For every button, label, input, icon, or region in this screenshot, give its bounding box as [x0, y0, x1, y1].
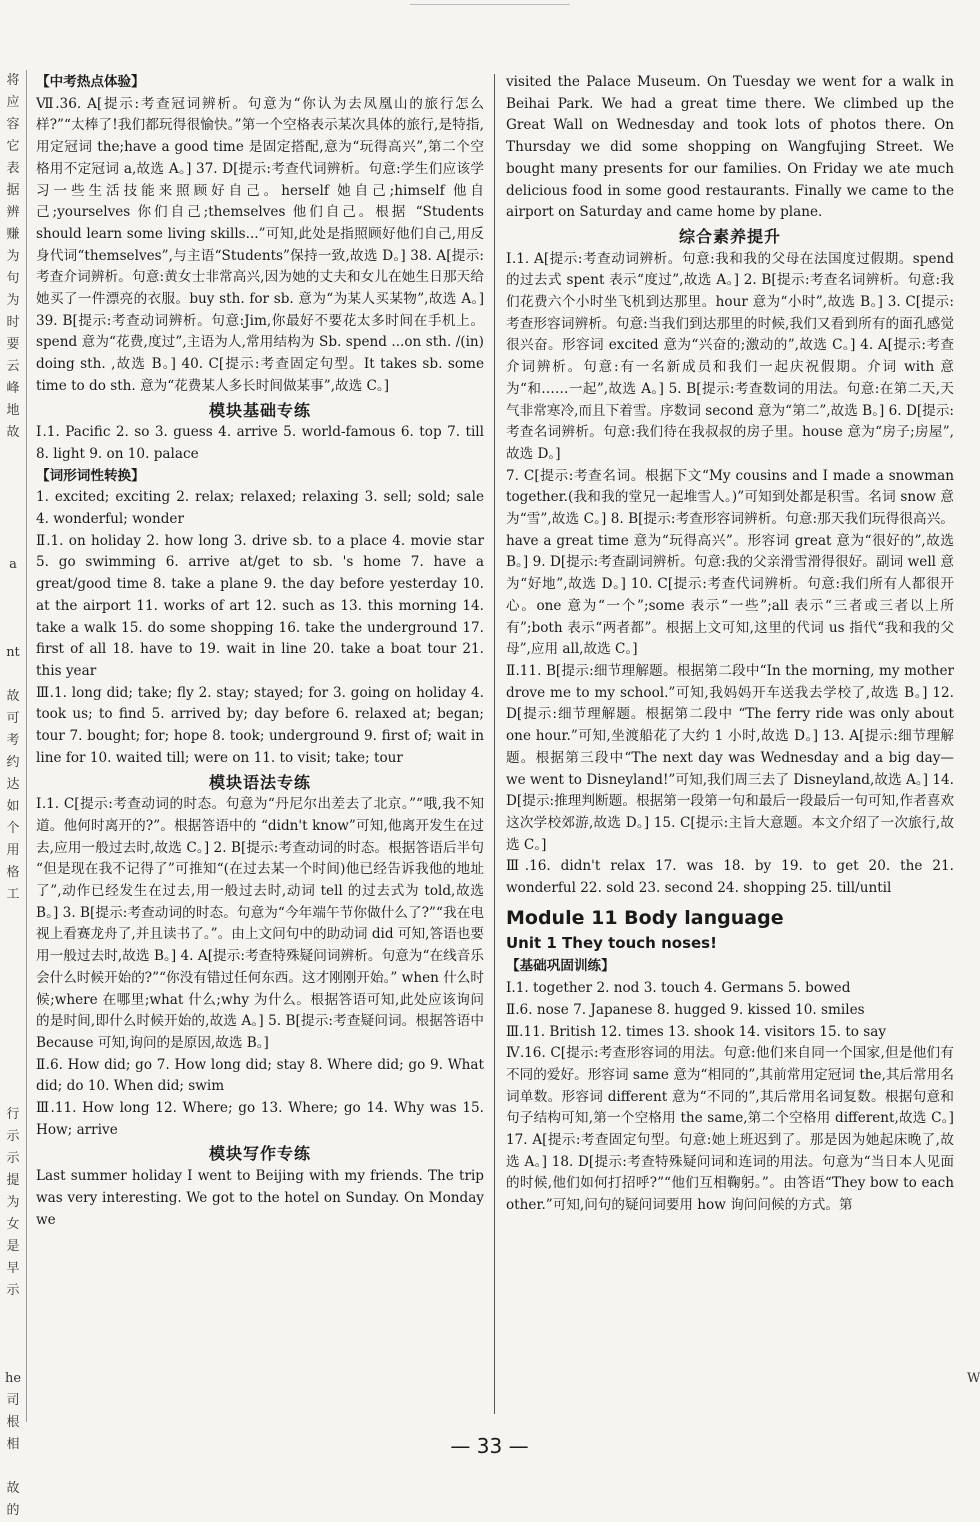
right-bleed-glyph: [967, 1016, 979, 1038]
left-bleed-glyph: 云: [6, 359, 20, 374]
right-bleed-glyph: [967, 972, 979, 994]
right-bleed-glyph: [967, 488, 979, 510]
right-bleed-glyph: [967, 356, 979, 378]
right-bleed-glyph: [967, 774, 979, 796]
left-bleed-glyph: 达: [6, 777, 20, 792]
right-bleed-glyph: [967, 554, 979, 576]
left-bleed-glyph: 表: [6, 161, 20, 176]
right-bleed-glyph: [967, 796, 979, 818]
right-bleed-glyph: [967, 1148, 979, 1170]
left-bleed-glyph: 故: [6, 1481, 20, 1496]
right-bleed-glyph: [967, 1258, 979, 1280]
left-bleed-glyph: 相: [6, 1437, 20, 1452]
left-bleed-glyph: [0, 1038, 26, 1060]
right-bleed-glyph: [967, 268, 979, 290]
section-writing-title: 模块写作专练: [208, 1144, 311, 1164]
module-title: Module 11 Body language: [506, 906, 784, 929]
left-bleed-glyph: 约: [6, 755, 20, 770]
right-bleed-glyph: [967, 664, 979, 686]
left-margin-bleed: [0, 70, 27, 1518]
consolidate-answers-3: Ⅲ.11. British 12. times 13. shook 14. visitors 15. to say: [506, 1023, 887, 1040]
left-bleed-glyph: [0, 620, 26, 642]
left-bleed-glyph: [0, 510, 26, 532]
left-bleed-glyph: 为: [6, 1195, 20, 1210]
left-bleed-glyph: 根: [6, 1415, 20, 1430]
left-bleed-glyph: a: [9, 557, 17, 572]
left-bleed-glyph: 故: [6, 689, 20, 704]
left-bleed-glyph: 的: [6, 1503, 20, 1518]
section-grammar-title: 模块语法专练: [208, 772, 311, 792]
left-bleed-glyph: [0, 1456, 26, 1478]
consolidate-answers-4: Ⅳ.16. C[提示:考查形容词的用法。句意:他们来自同一个国家,但是他们有不同的爱好。形容词 same 意为“相同的”,其前常用定冠词 the,其后常用名词单数。形容词 different 意为“不同的”,其后常用名词复数。根据句意和句子结构可知,第一个空格用 the same,第二个空格用 different,故选 C。] 17. A[提示:考查固定句型。句意:她上班迟到了。那是因为她起床晚了,故选 A。] 18. D[提示:考查特殊疑问词和连词的用法。句意为“当日本人见面的时候,他们如何打招呼?”“他们互相鞠躬。”。由答语“They bow to each other.”可知,问句的疑问词要用 how 询问问候的方式。第: [506, 1045, 954, 1214]
left-bleed-glyph: 女: [6, 1217, 20, 1232]
left-bleed-glyph: 可: [6, 711, 20, 726]
left-bleed-glyph: [0, 1302, 26, 1324]
top-binding-mark: [410, 4, 570, 5]
right-bleed-glyph: [967, 1126, 979, 1148]
left-bleed-glyph: 将: [6, 73, 20, 88]
left-bleed-glyph: 行: [6, 1107, 20, 1122]
left-bleed-glyph: [0, 994, 26, 1016]
left-bleed-glyph: [0, 488, 26, 510]
left-bleed-glyph: 赚: [6, 227, 20, 242]
right-bleed-glyph: [967, 1302, 979, 1324]
left-bleed-glyph: 用: [6, 843, 20, 858]
left-bleed-glyph: 如: [6, 799, 20, 814]
writing-sample-start: Last summer holiday I went to Beijing with my friends. The trip was very interesting. We got to the hotel on Sunday. On Monday we: [36, 1168, 484, 1228]
consolidate-answers-2: Ⅱ.6. nose 7. Japanese 8. hugged 9. kissed 10. smiles: [506, 1001, 865, 1018]
left-bleed-glyph: 考: [6, 733, 20, 748]
left-bleed-glyph: [0, 972, 26, 994]
comprehensive-answers-2: 7. C[提示:考查名词。根据下文“My cousins and I made a snowman together.(我和我的堂兄一起堆雪人。)”可知到处都是积雪。名词 snow 意为“雪”,故选 C。] 8. B[提示:考查形容词辨析。句意:那天我们玩得很高兴。have a great time 意为“玩得高兴”。形容词 great 意为“很好的”,故选 B。] 9. D[提示:考查副词辨析。句意:我的父亲滑雪滑得很好。副词 well 意为“好地”,故选 D。] 10. C[提示:考查代词辨析。句意:我们所有人都很开心。one 意为“一个”;some 表示“一些”;all 表示“三者或三者以上所有”;both 表示“两者都”。根据上文可知,这里的代词 us 指代“我和我的父母”,应用 all,故选 C。]: [506, 467, 954, 658]
left-bleed-glyph: nt: [6, 645, 20, 660]
consolidate-answers-1: Ⅰ.1. together 2. nod 3. touch 4. Germans 5. bowed: [506, 980, 851, 997]
right-bleed-glyph: [967, 334, 979, 356]
grammar-answers-2: Ⅱ.6. How did; go 7. How long did; stay 8. Where did; go 9. What did; do 10. When did; swim: [36, 1056, 484, 1095]
right-bleed-glyph: [967, 906, 979, 928]
left-bleed-glyph: [0, 1346, 26, 1368]
right-bleed-glyph: [967, 598, 979, 620]
basic-answers-1: Ⅰ.1. Pacific 2. so 3. guess 4. arrive 5. world-famous 6. top 7. till 8. light 9. on 10. palace: [36, 424, 484, 462]
right-bleed-glyph: [967, 752, 979, 774]
right-bleed-glyph: [967, 466, 979, 488]
left-bleed-glyph: 为: [6, 293, 20, 308]
right-bleed-glyph: [967, 1236, 979, 1258]
right-bleed-glyph: [967, 928, 979, 950]
left-bleed-glyph: 辨: [6, 205, 20, 220]
right-bleed-glyph: [967, 884, 979, 906]
exam-answers: Ⅶ.36. A[提示:考查冠词辨析。句意为“你认为去凤凰山的旅行怎么样?”“太棒了!我们都玩得很愉快。”第一个空格表示某次具体的旅行,是特指,用定冠词 the;have a good time 是固定搭配,意为“玩得高兴”,第二个空格用不定冠词 a,故选 A。] 37. D[提示:考查代词辨析。句意:学生们应该学习一些生活技能来照顾好自己。herself 她自己;himself 他自己;yourselves 你们自己;themselves 他们自己。根据 “Students should learn some living skills...”可知,此处是指照顾好他们自己,用反身代词“themselves”,与主语“Students”保持一致,故选 D。] 38. A[提示:考查介词辨析。句意:黄女士非常高兴,因为她的丈夫和女儿在她生日那天给她买了一件漂亮的衣服。buy sth. for sb. 意为“为某人买某物”,故选 A。] 39. B[提示:考查动词辨析。句意:Jim,你最好不要花太多时间在手机上。spend 意为“花费,度过”,主语为人,常用结构为 Sb. spend ...on sth. /(in) doing sth. ,故选 B。] 40. C[提示:考查固定句型。It takes sb. some time to do sth. 意为“花费某人多长时间做某事”,故选 C。]: [36, 95, 484, 394]
consolidate-heading: 【基础巩固训练】: [506, 958, 615, 975]
left-bleed-glyph: [0, 444, 26, 466]
right-bleed-glyph: [967, 1214, 979, 1236]
left-bleed-glyph: 时: [6, 315, 20, 330]
left-bleed-glyph: [0, 598, 26, 620]
exam-heading: 【中考热点体验】: [36, 74, 145, 90]
left-bleed-glyph: [0, 1016, 26, 1038]
left-bleed-glyph: 工: [6, 887, 20, 902]
left-bleed-glyph: 它: [6, 139, 20, 154]
left-bleed-glyph: [0, 1324, 26, 1346]
column-divider: [494, 74, 495, 1414]
right-bleed-glyph: [967, 576, 979, 598]
right-bleed-glyph: [967, 202, 979, 224]
right-bleed-glyph: [967, 1060, 979, 1082]
left-bleed-glyph: 示: [6, 1129, 20, 1144]
left-bleed-glyph: [0, 664, 26, 686]
right-bleed-glyph: [967, 180, 979, 202]
left-bleed-glyph: [0, 576, 26, 598]
right-bleed-glyph: [967, 510, 979, 532]
right-bleed-glyph: [967, 1082, 979, 1104]
left-bleed-glyph: 地: [6, 403, 20, 418]
left-bleed-glyph: [0, 906, 26, 928]
comprehensive-answers-4: Ⅲ.16. didn't relax 17. was 18. by 19. to get 20. the 21. wonderful 22. sold 23. second 24. shopping 25. till/until: [506, 858, 954, 897]
basic-answers-2: Ⅱ.1. on holiday 2. how long 3. drive sb. to a place 4. movie star 5. go swimming 6. arrive at/get to sb. 's home 7. have a great/good time 8. take a plane 9. the day before yesterday 10. at the airport 11. works of art 12. such as 13. this morning 14. take a walk 15. do some shopping 16. take the underground 17. first of all 18. have to 19. wait in line 20. take a boat tour 21. this year: [36, 532, 484, 679]
left-bleed-glyph: 示: [6, 1283, 20, 1298]
grammar-answers-1: Ⅰ.1. C[提示:考查动词的时态。句意为“丹尼尔出差去了北京。”“哦,我不知道。他何时离开的?”。根据答语中的 “didn't know”可知,他离开发生在过去,应用一般过去时,故选 C。] 2. B[提示:考查动词的时态。根据答语后半句 “但是现在我不记得了”可推知“(在过去某一个时间)他已经告诉我他的地址了”,动作已经发生在过去,用一般过去时,动词 tell 的过去式为 told,故选 B。] 3. B[提示:考查动词的时态。句意为“今年端午节你做什么了?”“我在电视上看赛龙舟了,并且读书了。”。由上文问句中的助动词 did 可知,答语也要用一般过去时,故选 B。] 4. A[提示:考查特殊疑问词辨析。句意为“在线音乐会什么时候开始的?”“你没有错过任何东西。这才刚刚开始。” when 什么时候;where 在哪里;what 什么;why 为什么。根据答语可知,此处应该询问的是时间,即什么时候开始的,故选 A。] 5. B[提示:考查疑问词。根据答语中 Because 可知,询问的是原因,故选 B。]: [36, 796, 484, 1051]
left-bleed-glyph: 是: [6, 1239, 20, 1254]
left-bleed-glyph: 句: [6, 271, 20, 286]
grammar-answers-3: Ⅲ.11. How long 12. Where; go 13. Where; go 14. Why was 15. How; arrive: [36, 1100, 484, 1138]
left-bleed-glyph: 故: [6, 425, 20, 440]
left-bleed-glyph: 据: [6, 183, 20, 198]
right-bleed-glyph: [967, 290, 979, 312]
right-bleed-glyph: [967, 642, 979, 664]
right-bleed-glyph: [967, 1038, 979, 1060]
right-bleed-glyph: [967, 532, 979, 554]
left-column: [36, 72, 484, 1231]
right-bleed-glyph: [967, 224, 979, 246]
right-bleed-glyph: [967, 818, 979, 840]
left-bleed-glyph: 示: [6, 1151, 20, 1166]
right-bleed-glyph: [967, 422, 979, 444]
right-bleed-glyph: [967, 950, 979, 972]
right-bleed-glyph: [967, 730, 979, 752]
left-bleed-glyph: 为: [6, 249, 20, 264]
wordform-answers: 1. excited; exciting 2. relax; relaxed; relaxing 3. sell; sold; sale 4. wonderful; wonder: [36, 489, 484, 528]
writing-sample-continued: visited the Palace Museum. On Tuesday we went for a walk in Beihai Park. We had a great time there. We climbed up the Great Wall on Wednesday and took lots of photos there. On Thursday we did some shopping on Wangfujing Street. We bought many presents for our families. On Friday we ate much delicious food in some good restaurants. Finally we came to the airport on Saturday and came home by plane.: [506, 74, 954, 221]
right-bleed-glyph: [967, 92, 979, 114]
left-bleed-glyph: [0, 532, 26, 554]
right-bleed-glyph: [967, 840, 979, 862]
right-bleed-glyph: [967, 136, 979, 158]
unit-title: Unit 1 They touch noses!: [506, 933, 717, 952]
right-bleed-glyph: [967, 114, 979, 136]
right-bleed-glyph: [967, 378, 979, 400]
left-bleed-glyph: 格: [6, 865, 20, 880]
left-bleed-glyph: 早: [6, 1261, 20, 1276]
right-bleed-glyph: [967, 444, 979, 466]
wordform-heading: 【词形词性转换】: [36, 467, 145, 484]
right-bleed-glyph: [967, 1170, 979, 1192]
left-bleed-glyph: 要: [6, 337, 20, 352]
right-bleed-glyph: [967, 620, 979, 642]
page-number: — 33 —: [450, 1434, 529, 1458]
left-bleed-glyph: 容: [6, 117, 20, 132]
right-margin-bleed: [967, 70, 979, 1422]
left-bleed-glyph: 提: [6, 1173, 20, 1188]
left-bleed-glyph: [0, 1060, 26, 1082]
right-bleed-glyph: [967, 862, 979, 884]
right-bleed-glyph: [967, 1104, 979, 1126]
left-bleed-glyph: [0, 928, 26, 950]
right-bleed-glyph: [967, 400, 979, 422]
right-bleed-glyph: [967, 312, 979, 334]
right-bleed-glyph: [967, 158, 979, 180]
right-bleed-glyph: [967, 1280, 979, 1302]
right-bleed-glyph: [967, 246, 979, 268]
comprehensive-answers-3: Ⅱ.11. B[提示:细节理解题。根据第二段中“In the morning, my mother drove me to my school.”可知,我妈妈开车送我去学校了,故选 B。] 12. D[提示:细节理解题。根据第二段中 “The ferry ride was only about one hour.”可知,坐渡船花了大约 1 小时,故选 D。] 13. A[提示:细节理解题。根据第三段中“The next day was Wednesday and a big day—we went to Disneyland!”可知,我们周三去了 Disneyland,故选 A。] 14. D[提示:推理判断题。根据第一段第一句和最后一段最后一句可知,作者喜欢这次学校郊游,故选 D。] 15. C[提示:主旨大意题。本文介绍了一次旅行,故选 C。]: [506, 662, 954, 853]
left-bleed-glyph: 应: [6, 95, 20, 110]
left-bleed-glyph: 个: [6, 821, 20, 836]
left-bleed-glyph: 司: [6, 1393, 20, 1408]
right-bleed-glyph: [967, 1346, 979, 1368]
right-bleed-glyph: [967, 70, 979, 92]
section-basic-title: 模块基础专练: [208, 400, 311, 420]
basic-answers-3: Ⅲ.1. long did; take; fly 2. stay; stayed; for 3. going on holiday 4. took us; to find 5. arrived by; day before 6. relaxed at; began; tour 7. bought; for; hope 8. took; underground 9. first of; wait in line for 10. waited till; were on 11. to visit; take; tour: [36, 684, 484, 766]
left-bleed-glyph: [0, 1082, 26, 1104]
left-bleed-glyph: he: [4, 1371, 22, 1386]
left-bleed-glyph: [0, 466, 26, 488]
left-bleed-glyph: 峰: [6, 381, 20, 396]
right-bleed-glyph: W: [967, 1371, 980, 1386]
right-column: [506, 72, 954, 1217]
right-bleed-glyph: [967, 994, 979, 1016]
right-bleed-glyph: [967, 1192, 979, 1214]
right-bleed-glyph: [967, 1324, 979, 1346]
section-comprehensive-title: 综合素养提升: [678, 226, 781, 246]
left-bleed-glyph: [0, 950, 26, 972]
right-bleed-glyph: [967, 686, 979, 708]
comprehensive-answers-1: Ⅰ.1. A[提示:考查动词辨析。句意:我和我的父母在法国度过假期。spend 的过去式 spent 表示“度过”,故选 A。] 2. B[提示:考查名词辨析。句意:我们花费六个小时坐飞机到达那里。hour 意为“小时”,故选 B。] 3. C[提示:考查形容词辨析。句意:当我们到达那里的时候,我们又看到所有的面孔感觉很兴奋。形容词 excited 意为“兴奋的;激动的”,故选 C。] 4. A[提示:考查介词辨析。句意:有一名新成员和我们一起庆祝假期。介词 with 意为“和……一起”,故选 A。] 5. B[提示:考查数词的用法。句意:在第二天,天气非常寒冷,而且下着雪。序数词 second 意为“第二”,故选 B。] 6. D[提示:考查名词辨析。句意:我们待在我叔叔的房子里。house 意为“房子;房屋”,故选 D。]: [506, 250, 954, 462]
right-bleed-glyph: [967, 708, 979, 730]
